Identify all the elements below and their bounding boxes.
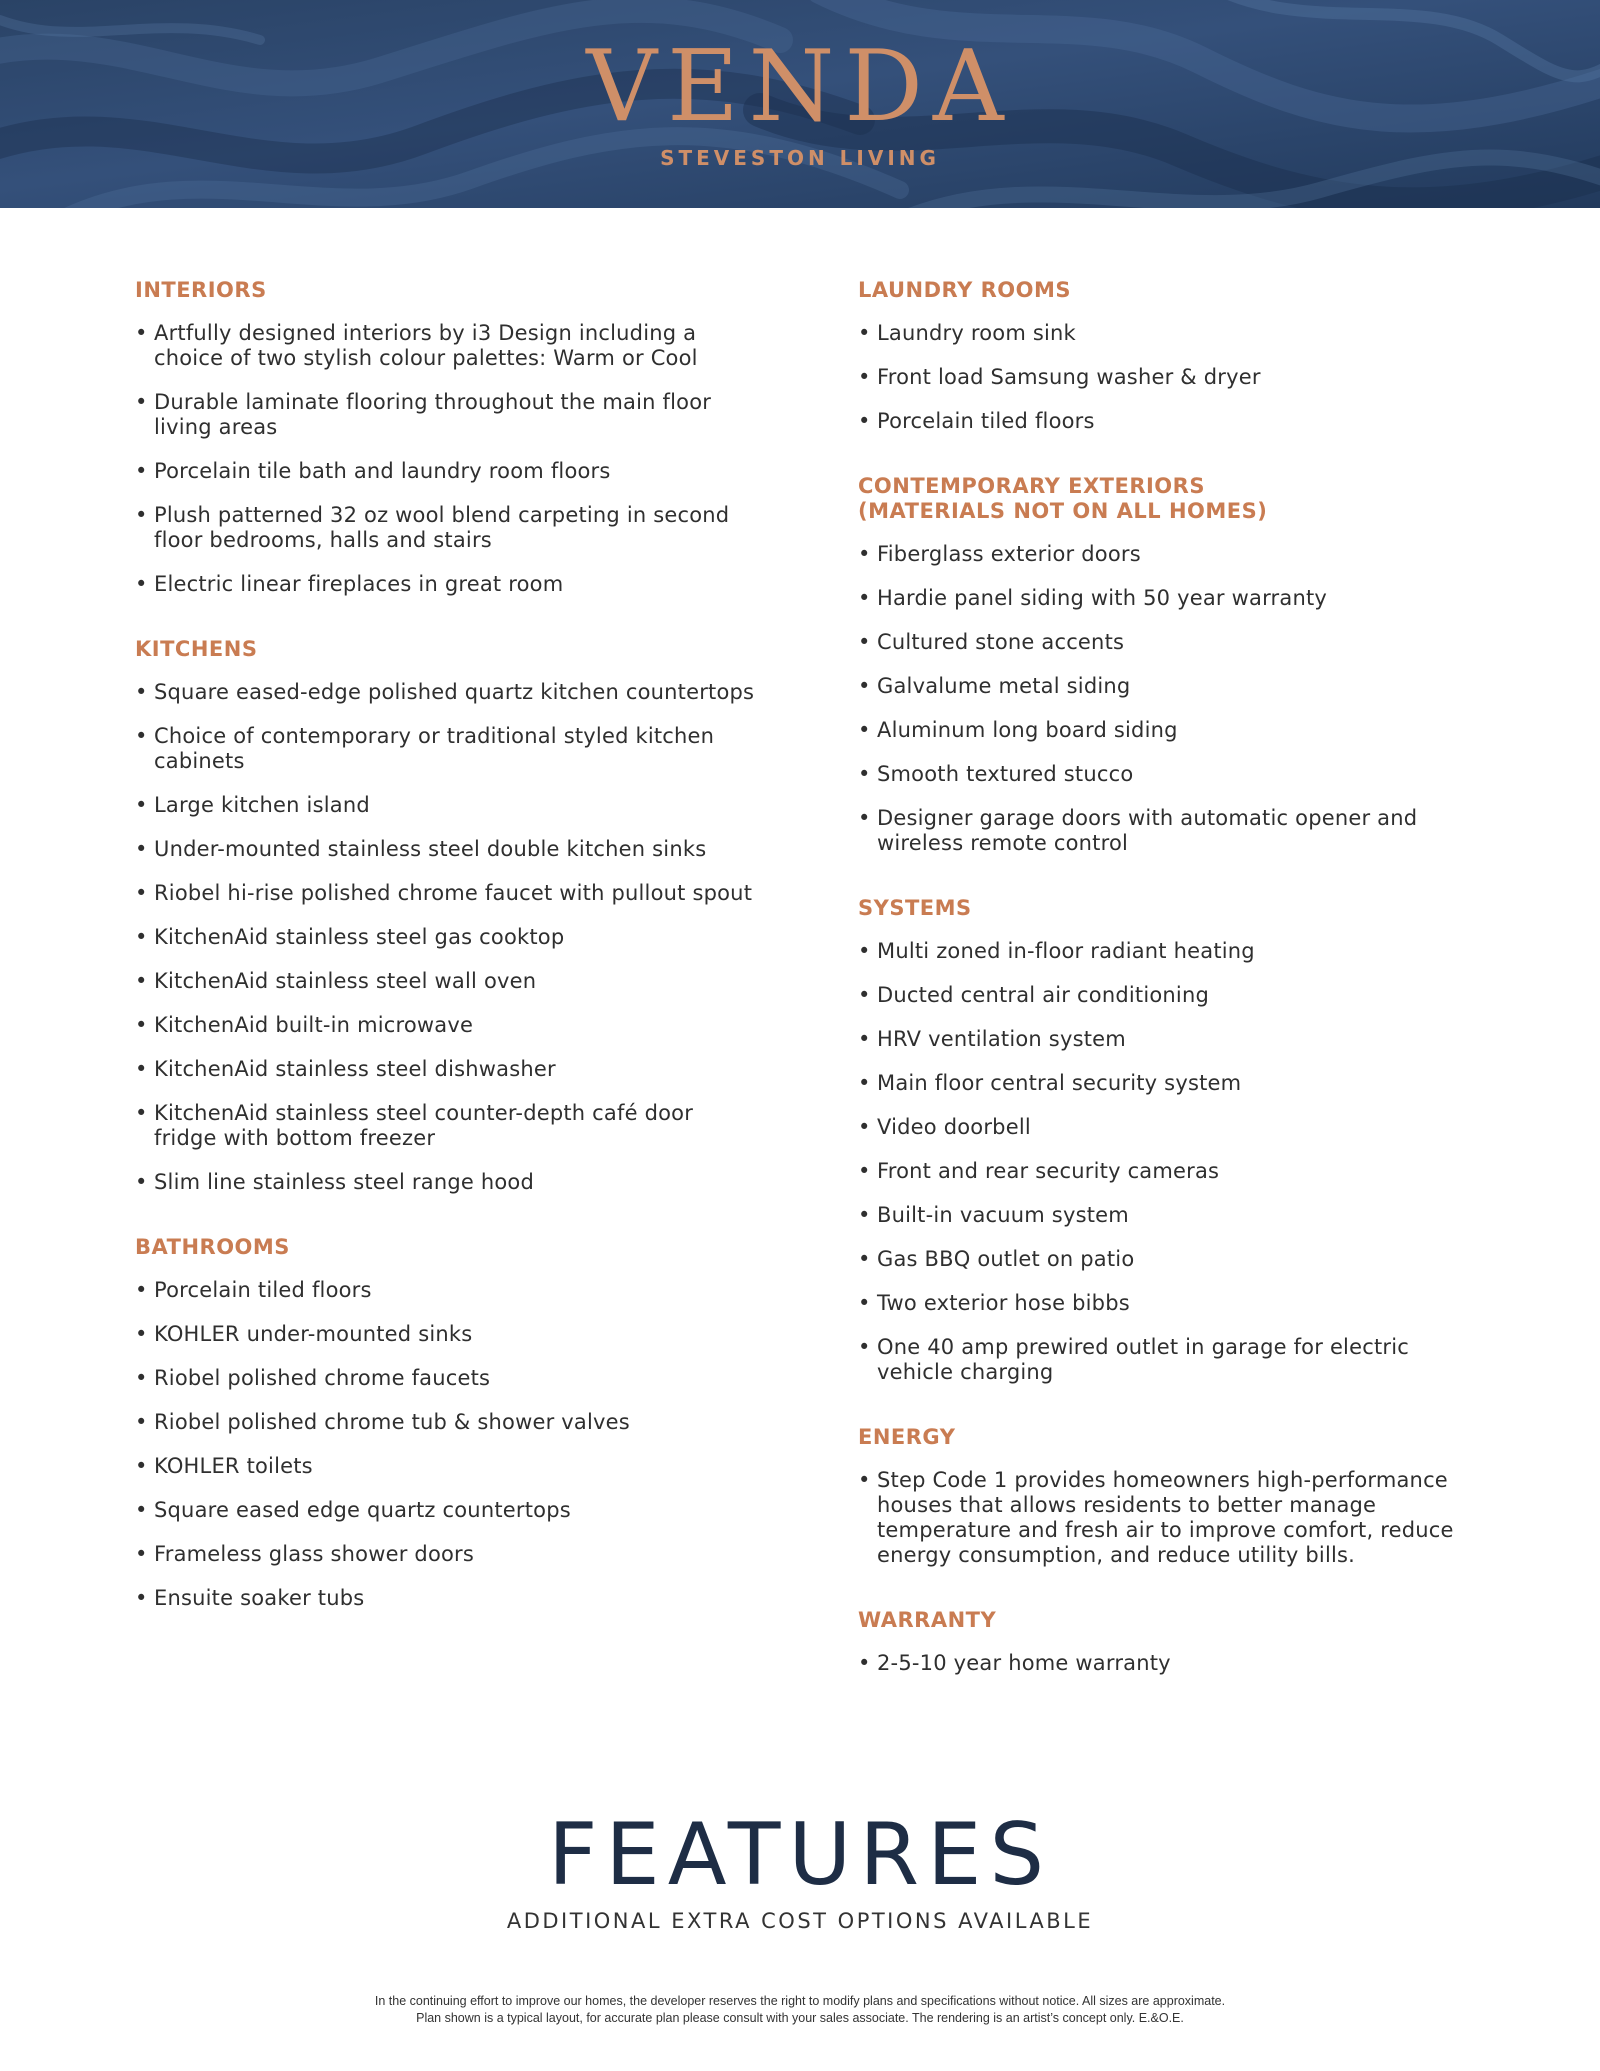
list-item-text: Main floor central security system <box>877 1071 1242 1095</box>
list-item <box>135 881 755 906</box>
bullet-icon: • <box>858 1335 871 1359</box>
bullet-icon: • <box>135 724 148 748</box>
list-item <box>858 939 1458 964</box>
bullet-icon: • <box>858 674 871 698</box>
list-item <box>135 1454 755 1479</box>
list-item <box>135 925 755 950</box>
list-item-text: Electric linear fireplaces in great room <box>154 572 564 596</box>
list-item-text: Frameless glass shower doors <box>154 1542 475 1566</box>
list-item-text: Riobel polished chrome tub & shower valves <box>154 1410 630 1434</box>
bullet-icon: • <box>858 1651 871 1675</box>
feature-list <box>858 939 1458 1385</box>
list-item-text: Galvalume metal siding <box>877 674 1131 698</box>
feature-list <box>858 1651 1458 1676</box>
list-item <box>135 793 755 818</box>
list-item <box>135 1366 755 1391</box>
list-item <box>858 1027 1458 1052</box>
list-item-text: Riobel polished chrome faucets <box>154 1366 491 1390</box>
list-item-text: Fiberglass exterior doors <box>877 542 1141 566</box>
bullet-icon: • <box>858 365 871 389</box>
list-item-text: Smooth textured stucco <box>877 762 1134 786</box>
bullet-icon: • <box>135 321 148 345</box>
list-item-text: Video doorbell <box>877 1115 1031 1139</box>
section-contemporary-exteriors <box>858 474 1458 856</box>
brand-tagline: STEVESTON LIVING <box>660 146 940 170</box>
bullet-icon: • <box>135 1101 148 1125</box>
list-item-text: KitchenAid stainless steel counter-depth café door fridge with bottom freezer <box>154 1101 694 1150</box>
bullet-icon: • <box>135 572 148 596</box>
list-item <box>858 1651 1458 1676</box>
list-item <box>135 969 755 994</box>
feature-list <box>135 321 755 597</box>
list-item-text: Under-mounted stainless steel double kitchen sinks <box>154 837 707 861</box>
list-item-text: Artfully designed interiors by i3 Design including a choice of two stylish colour palettes: Warm or Cool <box>154 321 698 370</box>
bullet-icon: • <box>858 1159 871 1183</box>
bullet-icon: • <box>858 1468 871 1492</box>
bullet-icon: • <box>135 1410 148 1434</box>
feature-list <box>135 680 755 1195</box>
list-item <box>858 983 1458 1008</box>
list-item <box>135 390 755 440</box>
section-laundry-rooms <box>858 278 1458 434</box>
list-item <box>135 503 755 553</box>
bullet-icon: • <box>135 793 148 817</box>
list-item-text: Porcelain tiled floors <box>154 1278 372 1302</box>
list-item-text: Choice of contemporary or traditional styled kitchen cabinets <box>154 724 715 773</box>
bullet-icon: • <box>135 680 148 704</box>
list-item <box>135 1278 755 1303</box>
list-item <box>858 1203 1458 1228</box>
bullet-icon: • <box>858 1027 871 1051</box>
section-interiors <box>135 278 755 597</box>
bullet-icon: • <box>135 1322 148 1346</box>
list-item <box>858 1071 1458 1096</box>
bullet-icon: • <box>135 925 148 949</box>
bullet-icon: • <box>135 1542 148 1566</box>
list-item-text: Plush patterned 32 oz wool blend carpeting in second floor bedrooms, halls and stairs <box>154 503 730 552</box>
list-item <box>858 1115 1458 1140</box>
list-item <box>135 1410 755 1435</box>
list-item <box>135 1101 755 1151</box>
bullet-icon: • <box>858 409 871 433</box>
list-item <box>858 365 1458 390</box>
list-item-text: Ducted central air conditioning <box>877 983 1209 1007</box>
bullet-icon: • <box>135 969 148 993</box>
list-item <box>858 1291 1458 1316</box>
list-item-text: 2-5-10 year home warranty <box>877 1651 1171 1675</box>
bullet-icon: • <box>858 1071 871 1095</box>
list-item-text: Porcelain tiled floors <box>877 409 1095 433</box>
list-item <box>858 718 1458 743</box>
disclaimer-line-2: Plan shown is a typical layout, for accurate plan please consult with your sales associate. The rendering is an artist’s concept only. E.&O.E. <box>416 2011 1184 2025</box>
list-item-text: Cultured stone accents <box>877 630 1125 654</box>
bullet-icon: • <box>858 542 871 566</box>
bullet-icon: • <box>135 1498 148 1522</box>
list-item <box>858 674 1458 699</box>
bullet-icon: • <box>135 459 148 483</box>
list-item <box>135 1057 755 1082</box>
bullet-icon: • <box>135 1013 148 1037</box>
section-title: ENERGY <box>858 1425 956 1449</box>
list-item <box>135 459 755 484</box>
section-title: LAUNDRY ROOMS <box>858 278 1071 302</box>
list-item <box>135 1542 755 1567</box>
list-item <box>858 1335 1458 1385</box>
bullet-icon: • <box>858 806 871 830</box>
list-item-text: KitchenAid built-in microwave <box>154 1013 474 1037</box>
section-systems <box>858 896 1458 1385</box>
section-title: CONTEMPORARY EXTERIORS (MATERIALS NOT ON ALL HOMES) <box>858 474 1268 523</box>
list-item-text: Front and rear security cameras <box>877 1159 1220 1183</box>
list-item <box>858 806 1458 856</box>
list-item-text: Two exterior hose bibbs <box>877 1291 1130 1315</box>
list-item <box>135 1586 755 1611</box>
bullet-icon: • <box>135 881 148 905</box>
list-item <box>858 1247 1458 1272</box>
bullet-icon: • <box>135 503 148 527</box>
section-title: BATHROOMS <box>135 1235 290 1259</box>
features-title: FEATURES <box>547 1805 1053 1905</box>
list-item-text: KOHLER under-mounted sinks <box>154 1322 473 1346</box>
feature-list <box>858 321 1458 434</box>
bullet-icon: • <box>135 1586 148 1610</box>
bullet-icon: • <box>858 983 871 1007</box>
list-item-text: Large kitchen island <box>154 793 370 817</box>
bullet-icon: • <box>135 1366 148 1390</box>
section-title: SYSTEMS <box>858 896 972 920</box>
list-item-text: Front load Samsung washer & dryer <box>877 365 1261 389</box>
feature-list <box>858 1468 1458 1568</box>
list-item-text: HRV ventilation system <box>877 1027 1126 1051</box>
list-item <box>135 1322 755 1347</box>
list-item <box>858 409 1458 434</box>
disclaimer-line-1: In the continuing effort to improve our homes, the developer reserves the right to modify plans and specifications without notice. All sizes are approximate. <box>374 1994 1226 2008</box>
list-item <box>135 680 755 705</box>
feature-list <box>135 1278 755 1611</box>
list-item-text: Porcelain tile bath and laundry room floors <box>154 459 611 483</box>
list-item <box>135 724 755 774</box>
list-item <box>858 630 1458 655</box>
list-item <box>858 321 1458 346</box>
list-item <box>135 1013 755 1038</box>
bullet-icon: • <box>858 1247 871 1271</box>
bullet-icon: • <box>135 1057 148 1081</box>
section-bathrooms <box>135 1235 755 1611</box>
bullet-icon: • <box>858 762 871 786</box>
bullet-icon: • <box>858 1291 871 1315</box>
bullet-icon: • <box>135 837 148 861</box>
list-item-text: Step Code 1 provides homeowners high-performance houses that allows residents to better manage temperature and fresh air to improve comfort, reduce energy consumption, and reduce utility bills. <box>877 1468 1454 1567</box>
right-column <box>858 278 1458 1716</box>
list-item <box>858 1468 1458 1568</box>
bullet-icon: • <box>858 630 871 654</box>
list-item <box>135 572 755 597</box>
list-item-text: Riobel hi-rise polished chrome faucet with pullout spout <box>154 881 753 905</box>
section-energy <box>858 1425 1458 1568</box>
bullet-icon: • <box>135 390 148 414</box>
list-item <box>135 837 755 862</box>
list-item-text: Durable laminate flooring throughout the main floor living areas <box>154 390 712 439</box>
features-subtitle: ADDITIONAL EXTRA COST OPTIONS AVAILABLE <box>506 1909 1094 1933</box>
bullet-icon: • <box>858 1203 871 1227</box>
disclaimer <box>0 1993 1600 2027</box>
bullet-icon: • <box>858 1115 871 1139</box>
list-item-text: Designer garage doors with automatic opener and wireless remote control <box>877 806 1418 855</box>
list-item-text: Square eased-edge polished quartz kitchen countertops <box>154 680 755 704</box>
section-kitchens <box>135 637 755 1195</box>
list-item <box>858 542 1458 567</box>
list-item-text: Aluminum long board siding <box>877 718 1178 742</box>
list-item-text: KitchenAid stainless steel wall oven <box>154 969 537 993</box>
bullet-icon: • <box>858 718 871 742</box>
list-item-text: KOHLER toilets <box>154 1454 313 1478</box>
bullet-icon: • <box>858 586 871 610</box>
bullet-icon: • <box>858 321 871 345</box>
list-item-text: One 40 amp prewired outlet in garage for electric vehicle charging <box>877 1335 1410 1384</box>
section-title: WARRANTY <box>858 1608 997 1632</box>
bullet-icon: • <box>135 1454 148 1478</box>
section-title: INTERIORS <box>135 278 267 302</box>
feature-list <box>858 542 1458 856</box>
bullet-icon: • <box>135 1170 148 1194</box>
list-item-text: Ensuite soaker tubs <box>154 1586 365 1610</box>
list-item-text: Laundry room sink <box>877 321 1076 345</box>
list-item-text: Gas BBQ outlet on patio <box>877 1247 1135 1271</box>
bullet-icon: • <box>135 1278 148 1302</box>
list-item-text: Hardie panel siding with 50 year warranty <box>877 586 1328 610</box>
list-item <box>135 1498 755 1523</box>
list-item <box>858 586 1458 611</box>
section-warranty <box>858 1608 1458 1676</box>
list-item <box>135 321 755 371</box>
header-banner <box>0 0 1600 208</box>
brand-logo: VENDA <box>586 30 1014 144</box>
list-item <box>858 762 1458 787</box>
section-title: KITCHENS <box>135 637 258 661</box>
list-item-text: Multi zoned in-floor radiant heating <box>877 939 1255 963</box>
left-column <box>135 278 755 1651</box>
list-item-text: KitchenAid stainless steel dishwasher <box>154 1057 556 1081</box>
list-item-text: Built-in vacuum system <box>877 1203 1129 1227</box>
list-item <box>135 1170 755 1195</box>
bullet-icon: • <box>858 939 871 963</box>
list-item-text: KitchenAid stainless steel gas cooktop <box>154 925 565 949</box>
list-item <box>858 1159 1458 1184</box>
list-item-text: Square eased edge quartz countertops <box>154 1498 571 1522</box>
list-item-text: Slim line stainless steel range hood <box>154 1170 535 1194</box>
